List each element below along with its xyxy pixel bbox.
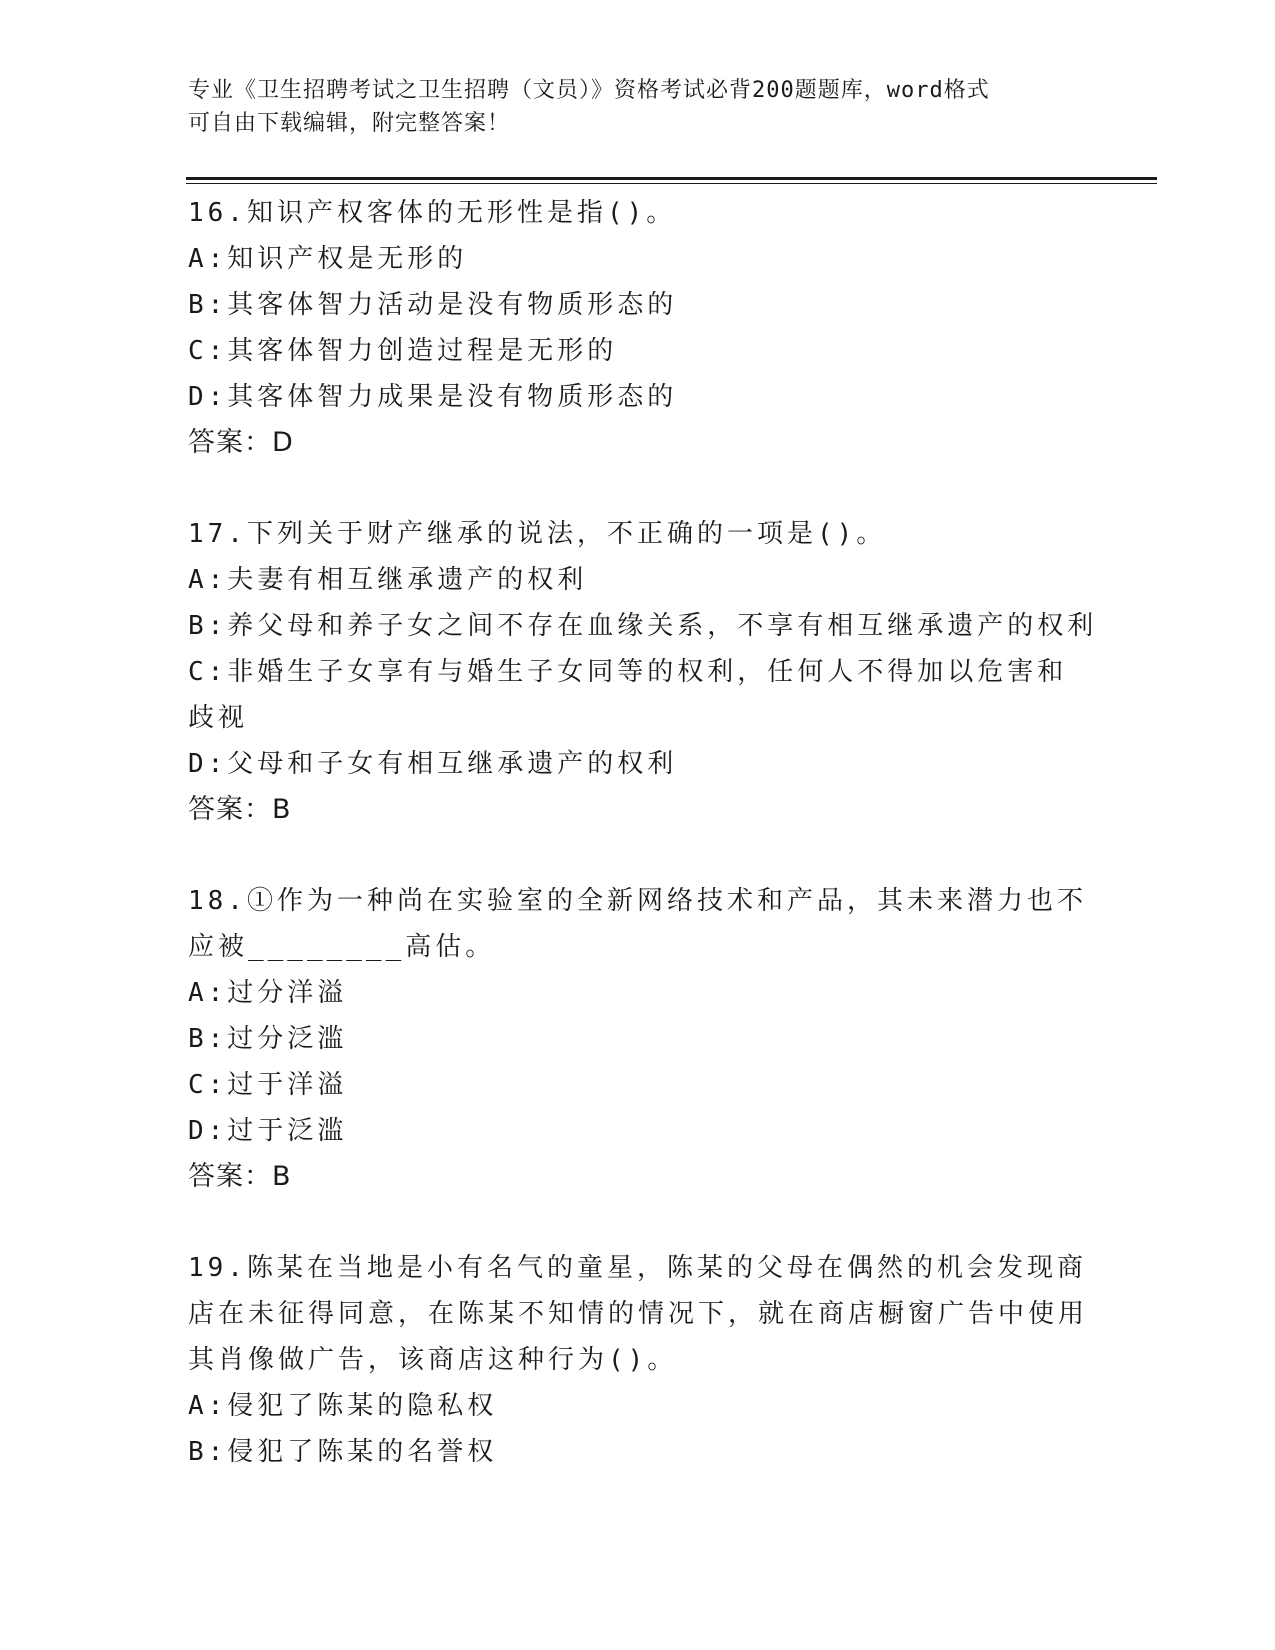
answer: 答案：D [188, 427, 294, 458]
question-stem: 17.下列关于财产继承的说法，不正确的一项是()。 [188, 519, 887, 549]
option-b: B:其客体智力活动是没有物质形态的 [188, 290, 678, 320]
question-17 [188, 511, 1098, 833]
option-b: B:养父母和养子女之间不存在血缘关系，不享有相互继承遗产的权利 [188, 611, 1098, 641]
option-a: A:知识产权是无形的 [188, 244, 468, 274]
question-19 [188, 1245, 1088, 1475]
question-list [188, 190, 1098, 1520]
header-line-1: 专业《卫生招聘考试之卫生招聘（文员）》资格考试必背200题题库，word格式 [188, 78, 990, 103]
question-stem: 19.陈某在当地是小有名气的童星，陈某的父母在偶然的机会发现商店在未征得同意，在陈某不知情的情况下，就在商店橱窗广告中使用其肖像做广告，该商店这种行为()。 [188, 1253, 1089, 1375]
header-divider-thin [186, 183, 1157, 184]
question-16 [188, 190, 1088, 466]
question-stem: 18.①作为一种尚在实验室的全新网络技术和产品，其未来潜力也不应被________高估。 [188, 886, 1087, 962]
option-b: B:侵犯了陈某的名誉权 [188, 1437, 498, 1467]
option-d: D:其客体智力成果是没有物质形态的 [188, 382, 678, 412]
header-line-2: 可自由下载编辑，附完整答案！ [188, 111, 511, 136]
option-c: C:其客体智力创造过程是无形的 [188, 336, 618, 366]
question-18 [188, 878, 1088, 1200]
option-a: A:侵犯了陈某的隐私权 [188, 1391, 498, 1421]
document-header [188, 74, 1088, 140]
option-c: C:非婚生子女享有与婚生子女同等的权利，任何人不得加以危害和歧视 [188, 657, 1068, 733]
option-d: D:过于泛滥 [188, 1116, 348, 1146]
option-a: A:夫妻有相互继承遗产的权利 [188, 565, 588, 595]
option-b: B:过分泛滥 [188, 1024, 348, 1054]
option-c: C:过于洋溢 [188, 1070, 348, 1100]
header-divider-thick [186, 177, 1157, 180]
answer: 答案：B [188, 794, 292, 825]
option-d: D:父母和子女有相互继承遗产的权利 [188, 749, 678, 779]
option-a: A:过分洋溢 [188, 978, 348, 1008]
answer: 答案：B [188, 1161, 292, 1192]
question-stem: 16.知识产权客体的无形性是指()。 [188, 198, 677, 228]
